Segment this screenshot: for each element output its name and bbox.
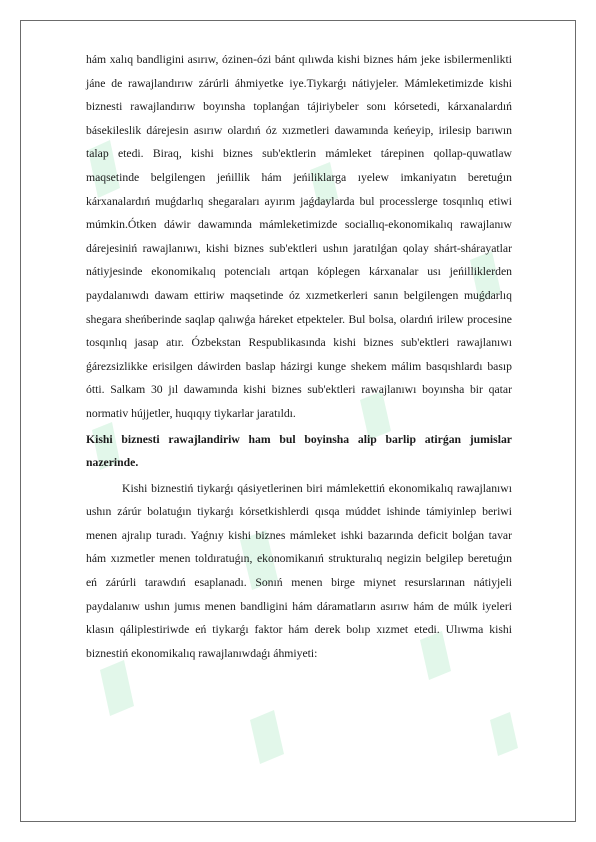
body-paragraph-1: hám xalıq bandligini asırıw, ózinen-ózi bánt qılıwda kishi biznes hám jeke isbilermenlikti jáne de rawajlandırıw zárúrli áhmiyetke iye.Tiykarǵı nátiyjeler. Mámleketimizde kishi biznesti rawajlandırıw boyınsha toplanǵan tájiriybeler sonı kórsetedi, kárxanalardıń básekileslik dárejesin asırıw olardıń óz xızmetleri dawamında keńeyip, irilesip barıwın talap etedi. Biraq, kishi biznes sub'ektlerin mámleket tárepinen qollap-quwatlaw maqsetinde belgilengen jeńillik hám jeńiliklarga ıyelew imkaniyatın beretuǵın kárxanalardıń muǵdarlıq shegaraları ayırım jaǵdaylarda bul processlerge tosqınlıq etiwi múmkin.Ótken dáwir dawamında mámleketimizde sociallıq-ekonomikalıq rawajlanıw dárejesiniń rawajlanıwı, kishi biznes sub'ektleri ushın jaratılǵan qolay shárt-shárayatlar nátiyjesinde ekonomikalıq potencialı artqan kóplegen kárxanalar usı jeńilliklerden paydalanıwdı dawam ettiriw maqsetinde óz xızmetkerleri sanın belgilengen muǵdarlıq shegara sheńberinde saqlap qalıwǵa háreket etpekteler. Bul bolsa, olardıń irilew procesine tosqınlıq jasap atır. Ózbekstan Respublikasında kishi biznes sub'ektleri rawajlanıwı ǵárezsizlikke erisilgen dáwirden baslap házirgi kunge shekem málim basqıshlardı basıp ótti. Salkam 30 jıl dawamında kishi biznes sub'ektleri rawajlanıwı boyınsha bir qatar normativ hújjetler, huqıqıy tiykarlar jaratıldı. <box>86 53 512 420</box>
body-paragraph-2: Kishi biznestiń tiykarǵı qásiyetlerinen biri mámlekettiń ekonomikalıq rawajlanıwı ushın zárúr bolatuǵın tiykarǵı kórsetkishlerdi qısqa múddet ishinde támiyinlep beriwi menen ajralıp turadı. Yaǵnıy kishi biznes mámleket ishki bazarında deficit bolǵan tavar hám xızmetler menen toldıratuǵın, ekonomikanıń strukturalıq negizin belgilep beretuǵın eń zárúrli tarawdıń esaplanadı. Sonıń menen birge miynet resurslarınan nátiyjeli paydalanıw ushın jumıs menen bandligini hám dáramatların asırıw hám de múlk iyeleri klasın qáliplestiriwde eń tiykarǵı faktor hám derek bolıp xızmet etedi. Ulıwma kishi biznestiń ekonomikalıq rawajlanıwdaǵı áhmiyeti: <box>86 481 512 660</box>
document-body <box>86 48 512 665</box>
section-heading: Kishi biznesti rawajlandiriw ham bul boyinsha alip barlip atirǵan jumislar nazerinde. <box>86 432 512 470</box>
